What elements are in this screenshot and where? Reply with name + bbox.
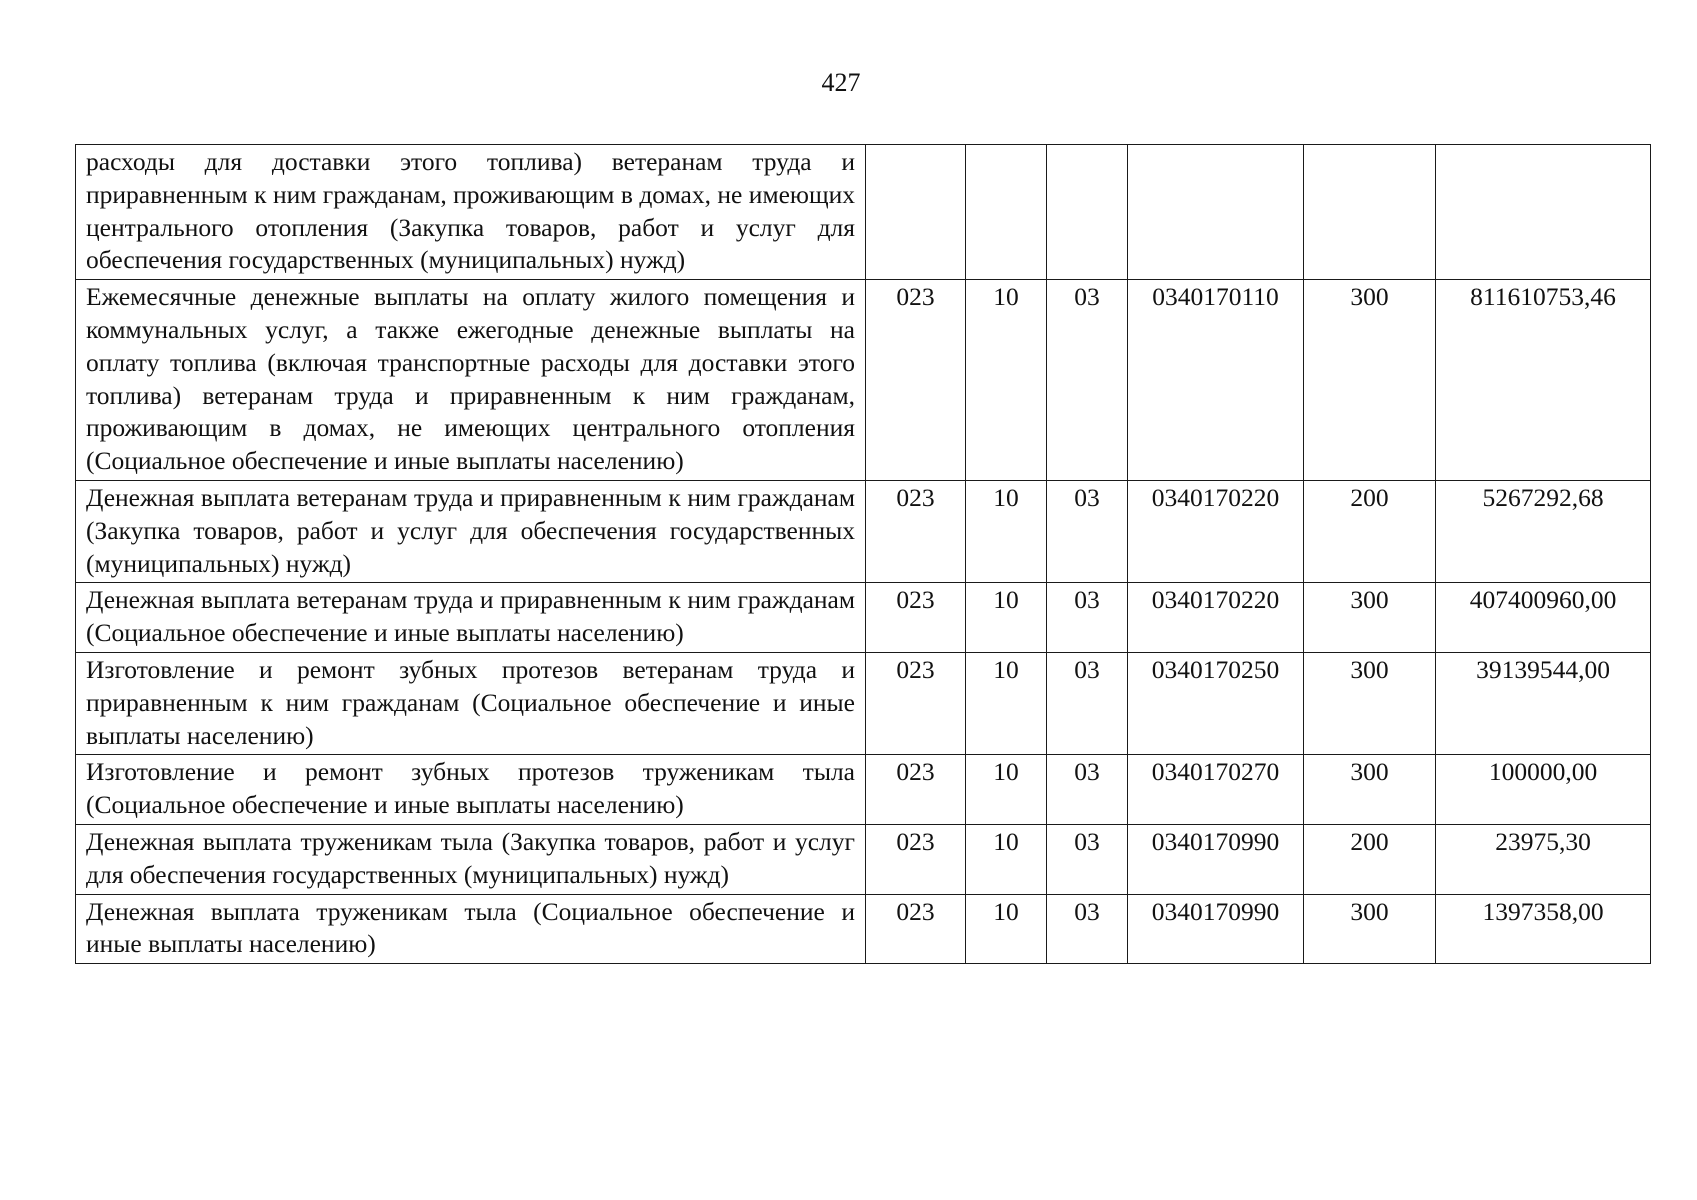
subsection-code: 03 [1047, 824, 1128, 894]
target-article-code: 0340170270 [1128, 755, 1304, 825]
expense-description: Денежная выплата ветеранам труда и приравненным к ним гражданам (Закупка товаров, работ и услуг для обеспечения государственных (муниципальных) нужд) [76, 480, 866, 582]
expense-description: Денежная выплата труженикам тыла (Социальное обеспечение и иные выплаты населению) [76, 894, 866, 964]
expense-description: расходы для доставки этого топлива) ветеранам труда и приравненным к ним гражданам, проживающим в домах, не имеющих центрального отопления (Закупка товаров, работ и услуг для обеспечения государственных (муниципальных) нужд) [76, 145, 866, 280]
ministry-code: 023 [866, 652, 966, 754]
section-code: 10 [966, 652, 1047, 754]
ministry-code [866, 145, 966, 280]
subsection-code: 03 [1047, 894, 1128, 964]
expense-description: Изготовление и ремонт зубных протезов труженикам тыла (Социальное обеспечение и иные выплаты населению) [76, 755, 866, 825]
table-row [76, 824, 1651, 894]
target-article-code: 0340170220 [1128, 480, 1304, 582]
expense-type-code: 300 [1304, 280, 1436, 481]
expense-type-code: 300 [1304, 894, 1436, 964]
target-article-code: 0340170990 [1128, 894, 1304, 964]
target-article-code: 0340170250 [1128, 652, 1304, 754]
table-row [76, 755, 1651, 825]
amount-value: 1397358,00 [1436, 894, 1651, 964]
expense-description: Денежная выплата труженикам тыла (Закупка товаров, работ и услуг для обеспечения государственных (муниципальных) нужд) [76, 824, 866, 894]
amount-value: 100000,00 [1436, 755, 1651, 825]
subsection-code: 03 [1047, 583, 1128, 653]
section-code: 10 [966, 824, 1047, 894]
section-code [966, 145, 1047, 280]
expense-description: Изготовление и ремонт зубных протезов ветеранам труда и приравненным к ним гражданам (Социальное обеспечение и иные выплаты населению) [76, 652, 866, 754]
amount-value: 811610753,46 [1436, 280, 1651, 481]
subsection-code: 03 [1047, 280, 1128, 481]
table-row [76, 145, 1651, 280]
expense-description: Ежемесячные денежные выплаты на оплату жилого помещения и коммунальных услуг, а также ежегодные денежные выплаты на оплату топлива (включая транспортные расходы для доставки этого топлива) ветеранам труда и приравненным к ним гражданам, проживающим в домах, не имеющих центрального отопления (Социальное обеспечение и иные выплаты населению) [76, 280, 866, 481]
section-code: 10 [966, 755, 1047, 825]
table-row [76, 280, 1651, 481]
table-row [76, 480, 1651, 582]
subsection-code [1047, 145, 1128, 280]
table-row [76, 652, 1651, 754]
target-article-code: 0340170220 [1128, 583, 1304, 653]
ministry-code: 023 [866, 280, 966, 481]
subsection-code: 03 [1047, 755, 1128, 825]
target-article-code [1128, 145, 1304, 280]
ministry-code: 023 [866, 583, 966, 653]
expense-type-code: 300 [1304, 583, 1436, 653]
target-article-code: 0340170990 [1128, 824, 1304, 894]
amount-value: 23975,30 [1436, 824, 1651, 894]
table-row [76, 583, 1651, 653]
expense-type-code: 200 [1304, 480, 1436, 582]
expense-description: Денежная выплата ветеранам труда и приравненным к ним гражданам (Социальное обеспечение и иные выплаты населению) [76, 583, 866, 653]
page-number: 427 [821, 68, 861, 97]
amount-value [1436, 145, 1651, 280]
amount-value: 5267292,68 [1436, 480, 1651, 582]
section-code: 10 [966, 280, 1047, 481]
ministry-code: 023 [866, 480, 966, 582]
expense-type-code [1304, 145, 1436, 280]
ministry-code: 023 [866, 755, 966, 825]
expense-type-code: 200 [1304, 824, 1436, 894]
target-article-code: 0340170110 [1128, 280, 1304, 481]
amount-value: 39139544,00 [1436, 652, 1651, 754]
subsection-code: 03 [1047, 480, 1128, 582]
section-code: 10 [966, 583, 1047, 653]
table-row [76, 894, 1651, 964]
budget-table [75, 144, 1651, 964]
expense-type-code: 300 [1304, 755, 1436, 825]
expense-type-code: 300 [1304, 652, 1436, 754]
ministry-code: 023 [866, 894, 966, 964]
section-code: 10 [966, 894, 1047, 964]
ministry-code: 023 [866, 824, 966, 894]
subsection-code: 03 [1047, 652, 1128, 754]
amount-value: 407400960,00 [1436, 583, 1651, 653]
section-code: 10 [966, 480, 1047, 582]
